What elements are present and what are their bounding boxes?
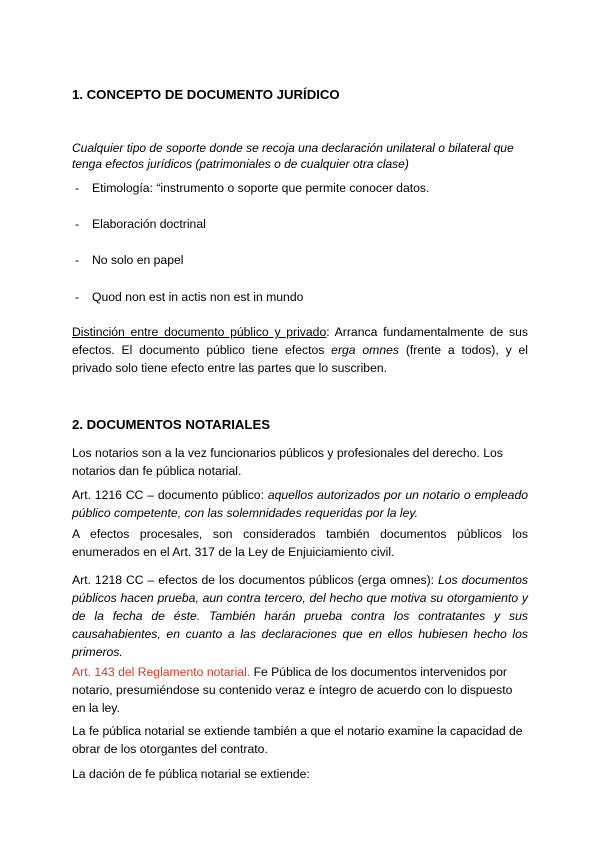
section-2-heading: 2. DOCUMENTOS NOTARIALES [72,417,271,432]
distinction-text-b: (frente a todos), y el privado solo tiene efecto entre las partes que lo suscriben. [72,343,528,375]
bullet-dash: - [75,181,80,195]
section-1-heading: 1. CONCEPTO DE DOCUMENTO JURÍDICO [72,87,340,102]
art-143-reference: Art. 143 del Reglamento notarial. [72,665,251,679]
art-1218-text: Art. 1218 CC – efectos de los documentos públicos (erga omnes): [72,573,438,587]
art-1218-quote: Los documentos públicos hacen prueba, aun contra tercero, del hecho que motiva su otorgamiento y de la fecha de éste. También harán prueba contra los contratantes y sus causahabientes, en cuanto a las declaraciones que en ellos hubiesen hecho los primeros. [72,573,529,659]
distinction-text-a: : Arranca fundamentalmente de sus efectos. El documento público tiene efectos [72,325,529,357]
art-1216-text: Art. 1216 CC – documento público: [72,488,268,502]
distinction-label: Distinción entre documento público y privado [72,325,327,339]
distinction-italic: erga omnes [331,343,399,357]
definition-paragraph: Cualquier tipo de soporte donde se recoja una declaración unilateral o bilateral que tenga efectos jurídicos (patrimoniales o de cualquier otra clase) [72,141,514,171]
bullet-text: Elaboración doctrinal [92,217,206,231]
art-143-text: Fe Pública de los documentos intervenidos por notario, presumiéndose su contenido veraz e íntegro de acuerdo con lo dispuesto en la ley. [72,665,513,715]
art-143-paragraph [72,663,528,717]
bullet-text: Quod non est in actis non est in mundo [92,290,304,304]
art-1218-paragraph [72,571,528,661]
art-1216-paragraph [72,486,528,522]
dacion-paragraph: La dación de fe pública notarial se extiende: [72,767,310,781]
bullet-text: No solo en papel [92,253,184,267]
procedural-paragraph: A efectos procesales, son considerados también documentos públicos los enumerados en el Art. 317 de la Ley de Enjuiciamiento civil. [72,527,528,559]
art-1216-quote: aquellos autorizados por un notario o empleado público competente, con las solemnidades requeridas por la ley. [72,488,529,520]
distinction-paragraph [72,323,528,377]
bullet-dash: - [75,253,80,267]
notaries-paragraph: Los notarios son a la vez funcionarios públicos y profesionales del derecho. Los notarios dan fe pública notarial. [72,446,503,478]
bullet-dash: - [75,290,80,304]
bullet-text: Etimología: “instrumento o soporte que permite conocer datos. [92,181,430,195]
capacity-paragraph: La fe pública notarial se extiende también a que el notario examine la capacidad de obrar de los otorgantes del contrato. [72,724,523,756]
bullet-dash: - [75,217,80,231]
